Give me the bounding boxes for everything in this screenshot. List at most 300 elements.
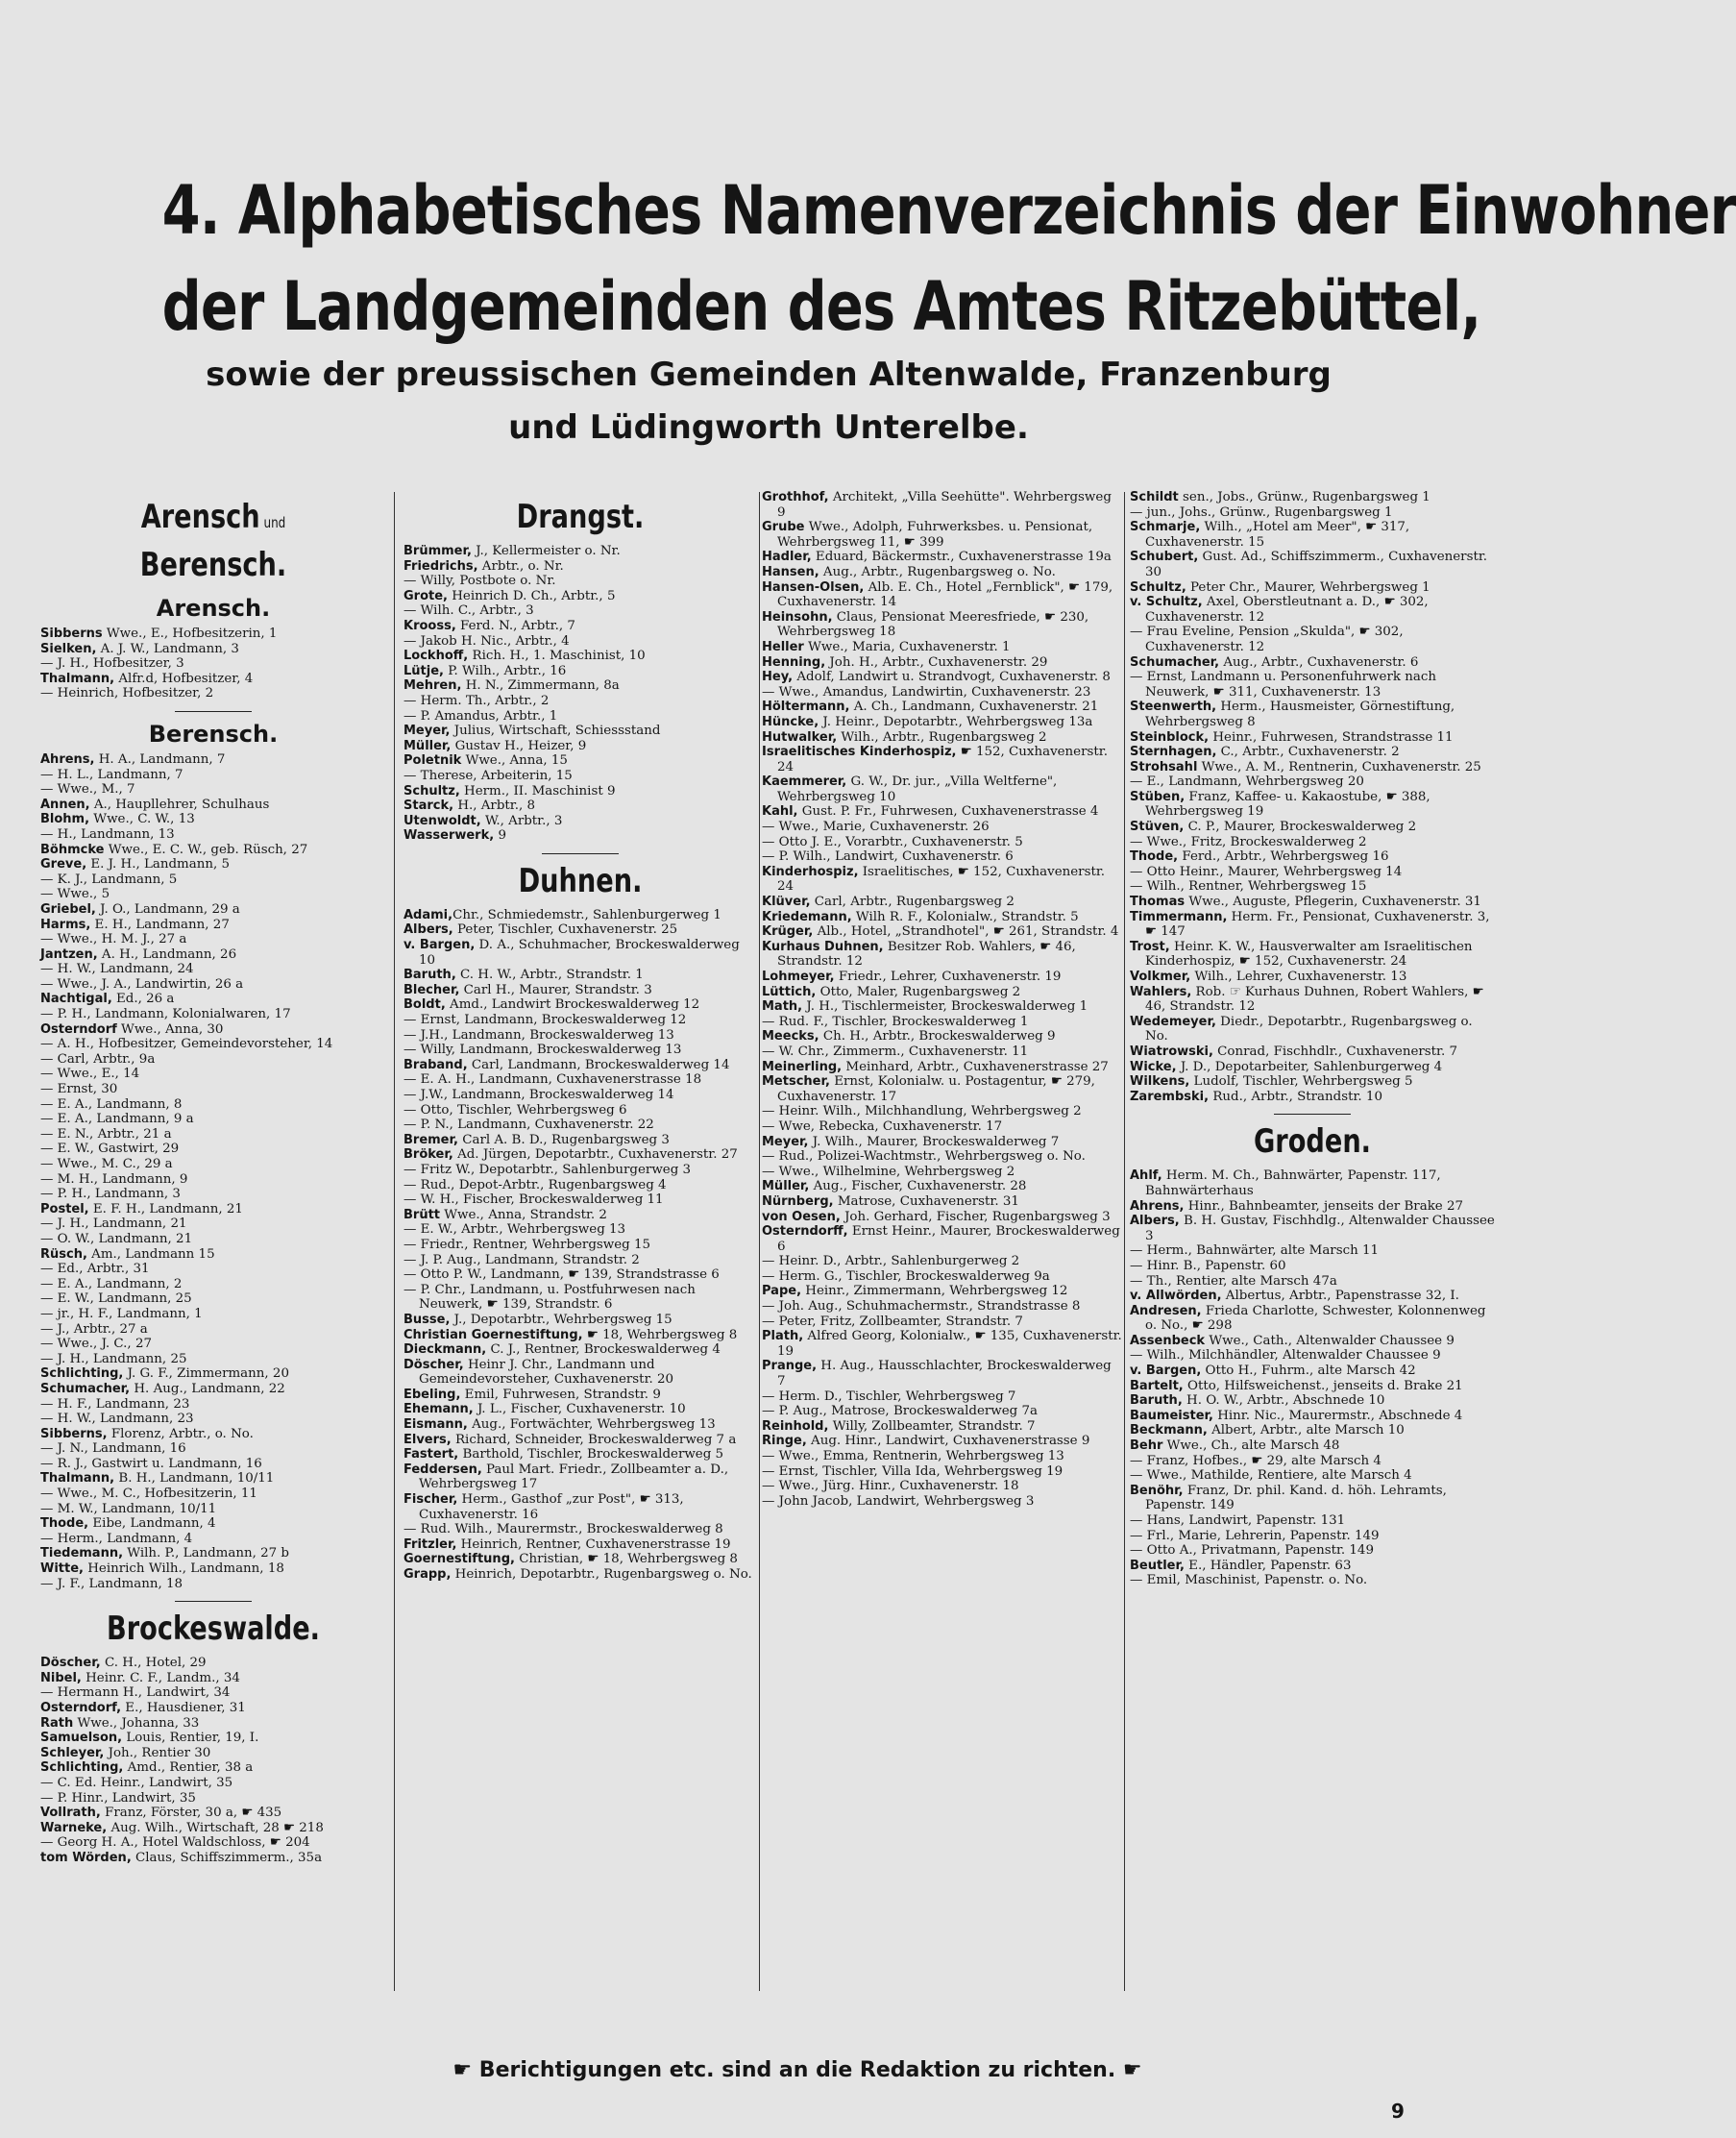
directory-entry (1130, 970, 1495, 985)
directory-entry (40, 1776, 386, 1791)
directory-entry (403, 983, 757, 998)
directory-entry (40, 1760, 386, 1776)
entry-surname: Witte, (40, 1561, 84, 1577)
entry-surname: Metscher, (762, 1074, 830, 1090)
directory-entry (403, 1222, 757, 1238)
entry-details: — O. W., Landmann, 21 (40, 1231, 193, 1246)
entry-surname: Grothhof, (762, 490, 829, 504)
entry-surname: tom Wörden, (40, 1850, 132, 1865)
directory-entry (40, 1382, 386, 1397)
directory-entry (40, 1716, 386, 1732)
entry-details: — Wwe., Amandus, Landwirtin, Cuxhavenerstr. 23 (762, 684, 1091, 700)
column-divider (394, 492, 395, 1991)
directory-entry (40, 1532, 386, 1547)
directory-entry (403, 739, 757, 754)
directory-entry (403, 1267, 757, 1283)
entry-details: Aug., Fortwächter, Wehrbergsweg 13 (467, 1417, 716, 1433)
directory-entry (1130, 1529, 1495, 1544)
entry-details: 9 (494, 828, 506, 844)
entry-details: — Otto P. W., Landmann, ☛ 139, Strandstrasse 6 (403, 1267, 720, 1283)
entry-details: Frieda Charlotte, Schwester, Kolonnenweg o. No., ☛ 298 (1145, 1303, 1486, 1334)
entry-surname: Osterndorf, (40, 1701, 122, 1715)
entry-details: — E. N., Arbtr., 21 a (40, 1126, 172, 1142)
directory-entry (1130, 670, 1495, 700)
directory-entry (762, 700, 1122, 715)
entry-details: — Wwe., Emma, Rentnerin, Wehrbergsweg 13 (762, 1449, 1064, 1463)
entry-details: Besitzer Rob. Wahlers, ☛ 46, Strandstr. 12 (777, 939, 1076, 970)
entry-details: — E. W., Gastwirt, 29 (40, 1142, 180, 1157)
entry-details: J., Depotarbtr., Wehrbergsweg 15 (450, 1312, 672, 1327)
entry-details: — E., Landmann, Wehrbergsweg 20 (1130, 774, 1364, 790)
directory-entry (1130, 910, 1495, 940)
entry-details: — Wilh. C., Arbtr., 3 (403, 603, 534, 619)
entry-surname: Griebel, (40, 901, 96, 917)
entry-details: Claus, Schiffszimmerm., 35a (131, 1850, 323, 1865)
directory-entry (403, 1492, 757, 1522)
entry-surname: Ebeling, (403, 1387, 461, 1402)
directory-entry (762, 895, 1122, 910)
entry-details: Eduard, Bäckermstr., Cuxhavenerstrasse 19a (811, 550, 1112, 565)
directory-entry (403, 544, 757, 559)
column-2 (403, 490, 757, 2008)
directory-entry (403, 1283, 757, 1313)
directory-entry (403, 769, 757, 784)
directory-entry (762, 745, 1122, 774)
entry-surname: Feddersen, (403, 1462, 482, 1477)
entry-details: — jr., H. F., Landmann, 1 (40, 1306, 203, 1321)
directory-entry (1130, 1454, 1495, 1469)
directory-entry (40, 1037, 386, 1052)
entry-details: — P. Amandus, Arbtr., 1 (403, 708, 558, 724)
entry-details: — Wwe., Mathilde, Rentiere, alte Marsch 4 (1130, 1468, 1412, 1484)
directory-entry (762, 1060, 1122, 1075)
entry-details: Ferd. N., Arbtr., 7 (455, 618, 575, 633)
entry-details: Wwe., Johanna, 33 (73, 1715, 200, 1731)
directory-entry (40, 1337, 386, 1352)
column-divider (759, 492, 760, 1991)
entry-details: Carl, Arbtr., Rugenbargsweg 2 (810, 895, 1015, 910)
entry-details: C. J., Rentner, Brockeswalderweg 4 (486, 1342, 721, 1358)
directory-entry (40, 768, 386, 783)
entry-details: Herm., II. Maschinist 9 (459, 783, 616, 799)
entry-details: Peter Chr., Maurer, Wehrbergsweg 1 (1186, 579, 1430, 595)
directory-entry (403, 814, 757, 829)
entry-details: — Otto Heinr., Maurer, Wehrbergsweg 14 (1130, 864, 1403, 879)
entry-details: W., Arbtr., 3 (480, 813, 563, 828)
directory-entry (403, 1447, 757, 1462)
directory-entry (1130, 940, 1495, 970)
entry-details: Heinr., Fuhrwesen, Strandstrasse 11 (1209, 729, 1454, 745)
column-divider (1124, 492, 1125, 1991)
entry-details: Wilh R. F., Kolonialw., Strandstr. 5 (851, 909, 1079, 924)
entry-details: — Heinrich, Hofbesitzer, 2 (40, 686, 214, 701)
entry-details: — Wwe, Rebecka, Cuxhavenerstr. 17 (762, 1118, 1003, 1134)
entry-surname: Poletnik (403, 753, 462, 769)
directory-entry (40, 1127, 386, 1143)
entry-surname: Fastert, (403, 1447, 459, 1462)
directory-entry (40, 1851, 386, 1866)
entry-details: — Wwe., 5 (40, 887, 110, 902)
directory-entry (40, 1561, 386, 1577)
entry-surname: Meinerling, (762, 1059, 843, 1074)
entry-surname: Bartelt, (1130, 1378, 1184, 1393)
directory-entry (40, 1457, 386, 1472)
entry-surname: Ahlf, (1130, 1168, 1162, 1184)
entry-details: Heinr J. Chr., Landmann und Gemeindevorsteher, Cuxhavenerstr. 20 (419, 1357, 674, 1388)
column-4 (1130, 490, 1495, 2008)
entry-details: — K. J., Landmann, 5 (40, 872, 178, 887)
entry-surname: Nachtigal, (40, 992, 112, 1007)
directory-entry (40, 1821, 386, 1836)
entry-details: — Herm. D., Tischler, Wehrbergsweg 7 (762, 1388, 1016, 1404)
directory-entry (40, 1112, 386, 1127)
directory-entry (1130, 655, 1495, 671)
directory-entry (403, 1328, 757, 1343)
entry-details: Ad. Jürgen, Depotarbtr., Cuxhavenerstr. 27 (452, 1147, 738, 1163)
entry-surname: Hüncke, (762, 714, 819, 729)
directory-entry (403, 619, 757, 634)
entry-details: Amd., Rentier, 38 a (123, 1760, 254, 1776)
entry-details: — C. Ed. Heinr., Landwirt, 35 (40, 1775, 233, 1790)
directory-entry (1130, 879, 1495, 895)
entry-details: — P. H., Landmann, Kolonialwaren, 17 (40, 1007, 291, 1022)
entry-surname: Wahlers, (1130, 984, 1192, 999)
entry-surname: Timmermann, (1130, 909, 1228, 924)
entry-surname: Schildt (1130, 490, 1179, 504)
entry-surname: Hansen-Olsen, (762, 579, 865, 595)
directory-entry (40, 1067, 386, 1082)
entry-details: Wwe., A. M., Rentnerin, Cuxhavenerstr. 25 (1197, 759, 1481, 774)
entry-details: — E. A., Landmann, 9 a (40, 1112, 194, 1127)
entry-surname: Eismann, (403, 1417, 468, 1433)
directory-entry (762, 715, 1122, 730)
entry-details: Heinrich, Rentner, Cuxhavenerstrasse 19 (456, 1536, 731, 1552)
entry-details: J. Heinr., Depotarbtr., Wehrbergsweg 13a (819, 714, 1093, 729)
directory-entry (40, 627, 386, 642)
directory-entry (1130, 490, 1495, 505)
directory-entry (40, 1835, 386, 1851)
entry-surname: Zarembski, (1130, 1089, 1210, 1104)
entry-details: — H. F., Landmann, 23 (40, 1396, 190, 1412)
directory-entry (40, 947, 386, 963)
entry-details: Hinr. Nic., Maurermstr., Abschnede 4 (1212, 1408, 1463, 1423)
entry-details: Architekt, „Villa Seehütte". Wehrbergsweg 9 (777, 490, 1112, 520)
entry-surname: Sibberns, (40, 1426, 108, 1441)
entry-surname: Heinsohn, (762, 609, 833, 625)
entry-surname: Wicke, (1130, 1059, 1177, 1074)
entry-details: Julius, Wirtschaft, Schiessstand (450, 724, 661, 739)
directory-entry (1130, 1044, 1495, 1060)
directory-entry (762, 1104, 1122, 1119)
directory-entry (40, 1441, 386, 1457)
directory-entry (40, 857, 386, 872)
entry-details: Joh. Gerhard, Fischer, Rugenbargsweg 3 (840, 1209, 1111, 1224)
entry-details: Aug. Wilh., Wirtschaft, 28 ☛ 218 (107, 1820, 324, 1835)
entry-details: Albertus, Arbtr., Papenstrasse 32, I. (1221, 1289, 1459, 1304)
directory-entry (403, 649, 757, 664)
entry-details: Wwe., Maria, Cuxhavenerstr. 1 (803, 639, 1011, 654)
entry-details: — Wwe., J. C., 27 (40, 1337, 152, 1352)
entry-surname: Volkmer, (1130, 970, 1191, 984)
entry-details: — Willy, Landmann, Brockeswalderweg 13 (403, 1043, 682, 1058)
entry-details: Wwe., Adolph, Fuhrwerksbes. u. Pensionat, Wehrbergsweg 11, ☛ 399 (777, 520, 1093, 550)
entry-details: C. H., Hotel, 29 (100, 1656, 207, 1671)
entry-details: sen., Jobs., Grünw., Rugenbargsweg 1 (1178, 490, 1430, 504)
entry-details: Barthold, Tischler, Brockeswalderweg 5 (458, 1447, 724, 1462)
section-heading-text: Arensch (140, 498, 260, 536)
directory-entry (762, 730, 1122, 746)
entry-details: — J. H., Landmann, 21 (40, 1216, 187, 1232)
entry-details: Wilh., Arbtr., Rugenbargsweg 2 (837, 729, 1047, 745)
directory-entry (40, 1157, 386, 1172)
directory-entry (403, 1192, 757, 1208)
entry-details: — Wwe., M., 7 (40, 782, 135, 798)
entry-surname: v. Bargen, (1130, 1364, 1202, 1379)
directory-entry (762, 1419, 1122, 1435)
page-subtitle-line-2: und Lüdingworth Unterelbe. (508, 408, 1029, 447)
entry-details: Herm. Fr., Pensionat, Cuxhavenerstr. 3, ☛ 147 (1145, 909, 1490, 940)
directory-entry (403, 1417, 757, 1433)
entry-surname: Thomas (1130, 895, 1186, 910)
entry-surname: Müller, (762, 1179, 810, 1194)
section-heading (439, 860, 721, 902)
entry-surname: Ahrens, (1130, 1198, 1185, 1214)
entry-details: — Herm. G., Tischler, Brockeswalderweg 9a (762, 1268, 1050, 1284)
entry-details: — Emil, Maschinist, Papenstr. o. No. (1130, 1573, 1368, 1588)
directory-entry (762, 910, 1122, 925)
entry-details: — Frau Eveline, Pension „Skulda", ☛ 302, Cuxhavenerstr. 12 (1130, 625, 1404, 654)
entry-details: — Ernst, Tischler, Villa Ida, Wehrbergsweg 19 (762, 1463, 1064, 1479)
entry-surname: Krooss, (403, 618, 456, 633)
entry-details: E. H., Landmann, 27 (90, 917, 230, 932)
entry-details: — Th., Rentier, alte Marsch 47a (1130, 1273, 1337, 1289)
footer-note (365, 2058, 1230, 2082)
directory-entry (403, 938, 757, 968)
section-heading-text: Groden. (1253, 1122, 1372, 1162)
directory-entry (762, 999, 1122, 1015)
entry-details: — Herm., Landmann, 4 (40, 1531, 193, 1546)
directory-entry (403, 1552, 757, 1567)
directory-entry (40, 977, 386, 993)
entry-details: H. Aug., Landmann, 22 (130, 1381, 285, 1396)
entry-details: A., Haupllehrer, Schulhaus (89, 797, 270, 812)
entry-details: — Wwe., M. C., 29 a (40, 1157, 173, 1171)
directory-entry (1130, 1348, 1495, 1364)
directory-entry (1130, 895, 1495, 910)
entry-details: B. H. Gustav, Fischhdlg., Altenwalder Chaussee 3 (1145, 1214, 1495, 1243)
entry-surname: Pape, (762, 1284, 802, 1299)
entry-details: Alb., Hotel, „Strandhotel", ☛ 261, Strandstr. 4 (813, 924, 1119, 940)
directory-entry (1130, 1168, 1495, 1198)
directory-entry (1130, 1409, 1495, 1424)
entry-details: Amd., Landwirt Brockeswalderweg 12 (445, 997, 700, 1013)
directory-entry (403, 1342, 757, 1358)
directory-entry (40, 827, 386, 843)
entry-surname: Thalmann, (40, 671, 115, 686)
entry-details: — P. Hinr., Landwirt, 35 (40, 1790, 196, 1806)
directory-entry (1130, 774, 1495, 790)
directory-entry (762, 1165, 1122, 1180)
entry-surname: Döscher, (40, 1656, 101, 1671)
directory-entry (762, 550, 1122, 565)
section-heading (75, 496, 352, 586)
directory-entry (40, 1487, 386, 1502)
directory-entry (40, 902, 386, 918)
directory-entry (40, 887, 386, 902)
directory-entry (40, 1097, 386, 1113)
entry-details: Ferd., Arbtr., Wehrbergsweg 16 (1178, 849, 1389, 865)
entry-details: — Carl, Arbtr., 9a (40, 1051, 156, 1067)
entry-details: H. O. W., Arbtr., Abschnede 10 (1182, 1393, 1385, 1409)
entry-details: Alfr.d, Hofbesitzer, 4 (114, 671, 254, 686)
entry-details: J. G. F., Zimmermann, 20 (123, 1366, 289, 1382)
entry-details: Wwe., Cath., Altenwalder Chaussee 9 (1205, 1333, 1455, 1348)
entry-surname: Meyer, (762, 1134, 809, 1149)
entry-details: — E. A. H., Landmann, Cuxhavenerstrasse 18 (403, 1072, 702, 1088)
directory-entry (40, 1366, 386, 1382)
entry-surname: Postel, (40, 1201, 89, 1216)
entry-details: — P. Wilh., Landwirt, Cuxhavenerstr. 6 (762, 849, 1014, 865)
entry-details: — Wwe., M. C., Hofbesitzerin, 11 (40, 1487, 257, 1502)
entry-details: Franz, Dr. phil. Kand. d. höh. Lehramts, Papenstr. 149 (1145, 1483, 1447, 1513)
directory-entry (762, 835, 1122, 850)
entry-surname: Nürnberg, (762, 1193, 834, 1209)
entry-details: H. Aug., Hausschlachter, Brockeswalderweg 7 (777, 1359, 1112, 1389)
directory-entry (1130, 1468, 1495, 1484)
entry-details: Wwe., Ch., alte Marsch 48 (1162, 1438, 1340, 1454)
entry-surname: Steenwerth, (1130, 700, 1217, 715)
entry-surname: Sternhagen, (1130, 745, 1217, 760)
entry-details: C., Arbtr., Cuxhavenerstr. 2 (1216, 745, 1400, 760)
directory-entry (403, 678, 757, 694)
directory-entry (403, 908, 757, 923)
entry-details: — J., Arbtr., 27 a (40, 1321, 148, 1337)
section-heading-text: Duhnen. (518, 861, 643, 900)
directory-entry (1130, 730, 1495, 746)
entry-surname: Schmarje, (1130, 520, 1201, 535)
directory-entry (403, 603, 757, 619)
entry-details: Emil, Fuhrwesen, Strandstr. 9 (460, 1387, 661, 1402)
entry-surname: Müller, (403, 738, 452, 753)
directory-entry (762, 1329, 1122, 1359)
directory-entry (1130, 1199, 1495, 1215)
entry-surname: Annen, (40, 797, 90, 812)
directory-entry (40, 1202, 386, 1217)
directory-entry (762, 820, 1122, 835)
directory-entry (762, 565, 1122, 580)
entry-details: Ernst, Kolonialw. u. Postagentur, ☛ 279, Cuxhavenerstr. 17 (777, 1074, 1095, 1104)
entry-surname: Ringe, (762, 1434, 807, 1449)
entry-surname: Dieckmann, (403, 1342, 487, 1358)
directory-entry (403, 1388, 757, 1403)
directory-entry (762, 849, 1122, 865)
section-heading (1166, 1120, 1458, 1163)
directory-entry (403, 559, 757, 575)
entry-details: — J. F., Landmann, 18 (40, 1576, 183, 1591)
entry-surname: Braband, (403, 1057, 468, 1072)
directory-entry (403, 784, 757, 799)
entry-surname: v. Bargen, (403, 938, 476, 953)
directory-entry (762, 520, 1122, 550)
entry-details: — Fritz W., Depotarbtr., Sahlenburgerweg 3 (403, 1162, 692, 1177)
directory-entry (40, 1187, 386, 1202)
entry-details: J. L., Fischer, Cuxhavenerstr. 10 (473, 1402, 686, 1417)
entry-details: — P. N., Landmann, Cuxhavenerstr. 22 (403, 1118, 654, 1133)
directory-entry (403, 1238, 757, 1253)
entry-details: — A. H., Hofbesitzer, Gemeindevorsteher, 14 (40, 1037, 333, 1052)
directory-entry (762, 655, 1122, 671)
directory-entry (40, 1577, 386, 1592)
entry-surname: v. Allwörden, (1130, 1289, 1222, 1304)
directory-entry (403, 1133, 757, 1148)
entry-details: Heinrich Wilh., Landmann, 18 (83, 1561, 284, 1577)
entry-details: — E. W., Arbtr., Wehrbergsweg 13 (403, 1222, 626, 1238)
entry-surname: Grube (762, 520, 805, 535)
entry-details: — Otto J. E., Vorarbtr., Cuxhavenerstr. 5 (762, 834, 1023, 849)
directory-entry (403, 1088, 757, 1103)
directory-entry (40, 1022, 386, 1038)
directory-entry (403, 724, 757, 739)
entry-surname: Rath (40, 1715, 74, 1731)
entry-surname: Bröker, (403, 1147, 453, 1163)
directory-entry (403, 664, 757, 679)
entry-details: — Willy, Postbote o. Nr. (403, 574, 556, 589)
entry-details: Joh. H., Arbtr., Cuxhavenerstr. 29 (825, 654, 1048, 670)
entry-details: Arbtr., o. Nr. (477, 558, 564, 574)
entry-surname: v. Schultz, (1130, 595, 1203, 610)
entry-details: Wwe., E., Hofbesitzerin, 1 (102, 627, 278, 641)
entry-details: — Herm. Th., Arbtr., 2 (403, 693, 550, 708)
directory-entry (1130, 1289, 1495, 1304)
directory-entry (403, 1147, 757, 1163)
entry-surname: Fritzler, (403, 1536, 457, 1552)
entry-details: — Georg H. A., Hotel Waldschloss, ☛ 204 (40, 1835, 310, 1851)
directory-entry (403, 1028, 757, 1044)
directory-entry (762, 1044, 1122, 1060)
directory-entry (1130, 1243, 1495, 1259)
entry-surname: Sibberns (40, 627, 103, 641)
directory-entry (403, 1118, 757, 1133)
directory-entry (403, 1537, 757, 1553)
entry-details: — Hermann H., Landwirt, 34 (40, 1685, 231, 1701)
entry-surname: Andresen, (1130, 1303, 1202, 1318)
directory-entry (40, 1471, 386, 1487)
entry-details: Friedr., Lehrer, Cuxhavenerstr. 19 (834, 970, 1062, 984)
directory-entry (1130, 625, 1495, 654)
entry-details: — Wwe., Fritz, Brockeswalderweg 2 (1130, 834, 1367, 849)
entry-details: E. J. H., Landmann, 5 (86, 857, 231, 872)
directory-entry (403, 589, 757, 604)
directory-entry (403, 1072, 757, 1088)
entry-details: C. P., Maurer, Brockeswalderweg 2 (1184, 820, 1417, 835)
entry-details: Franz, Kaffee- u. Kakaostube, ☛ 388, Wehrbergsweg 19 (1145, 789, 1430, 820)
directory-entry (403, 1358, 757, 1388)
entry-surname: Stüben, (1130, 789, 1186, 804)
entry-details: Willy, Zollbeamter, Strandstr. 7 (828, 1418, 1036, 1434)
entry-surname: Rüsch, (40, 1246, 87, 1262)
entry-surname: Assenbeck (1130, 1333, 1206, 1348)
directory-entry (403, 1208, 757, 1223)
entry-details: — Frl., Marie, Lehrerin, Papenstr. 149 (1130, 1528, 1380, 1543)
page-subtitle-line-1: sowie der preussischen Gemeinden Altenwalde, Franzenburg (206, 356, 1332, 394)
directory-entry (1130, 1423, 1495, 1438)
directory-entry (40, 1052, 386, 1068)
directory-entry (762, 1284, 1122, 1299)
directory-entry (40, 656, 386, 672)
directory-entry (403, 1163, 757, 1178)
entry-surname: Warneke, (40, 1820, 108, 1835)
entry-details: — J. H., Hofbesitzer, 3 (40, 656, 184, 672)
